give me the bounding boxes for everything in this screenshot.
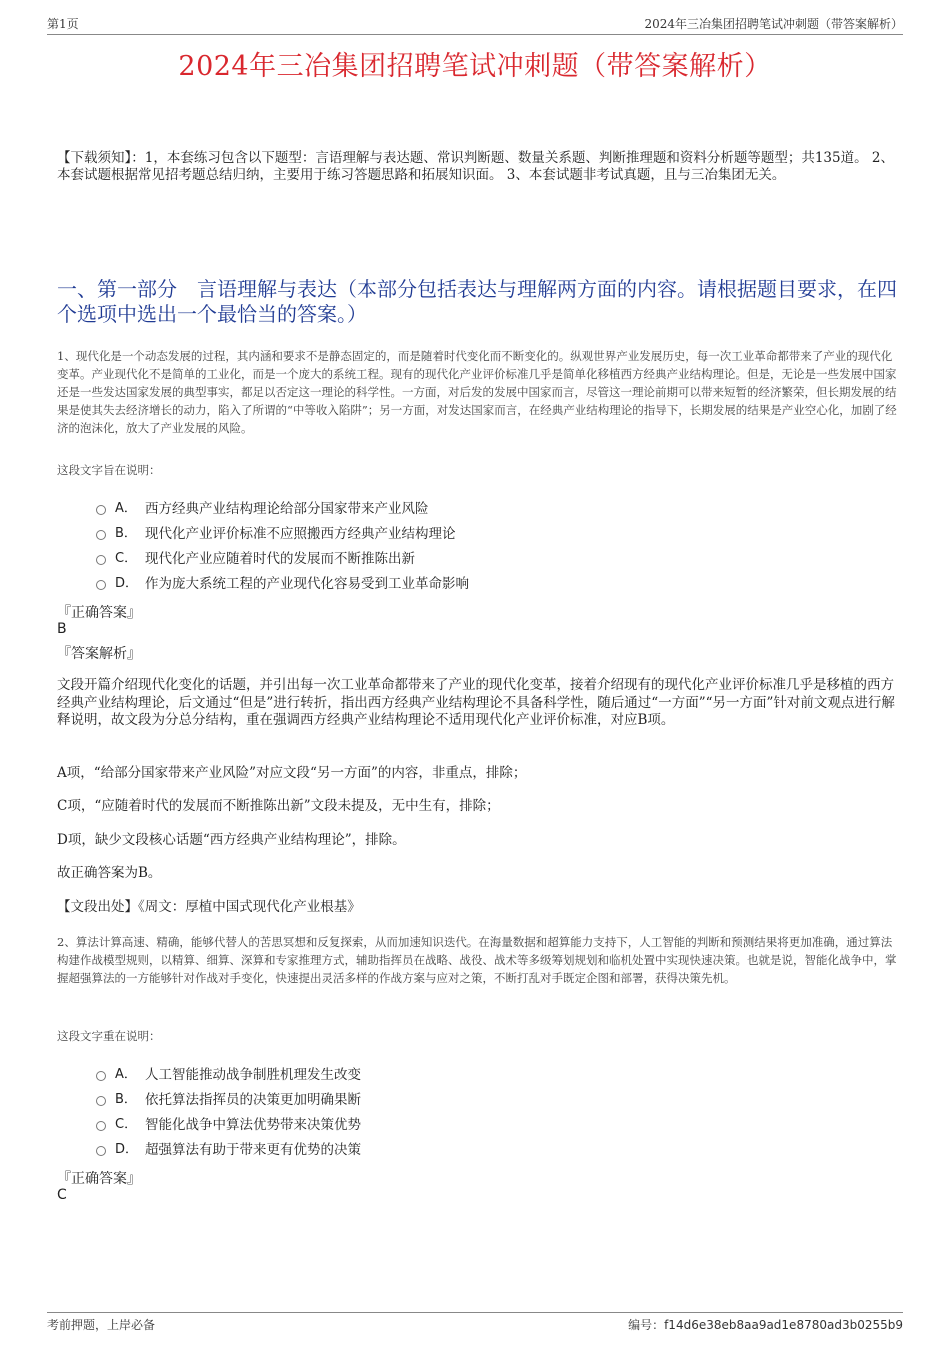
radio-icon[interactable] [96,1071,106,1081]
radio-icon[interactable] [96,530,106,540]
radio-icon[interactable] [96,1096,106,1106]
option-c[interactable]: C． 现代化产业应随着时代的发展而不断推陈出新 [96,544,469,569]
radio-icon[interactable] [96,505,106,515]
analysis-conclusion: 故正确答案为B。 [57,865,162,881]
radio-icon[interactable] [96,1146,106,1156]
header-doc-title: 2024年三冶集团招聘笔试冲刺题（带答案解析） [644,17,903,31]
document-code: 编号：f14d6e38eb8aa9ad1e8780ad3b0255b9 [628,1317,903,1332]
page-number: 第1页 [47,17,79,31]
question-1-prompt: 这段文字旨在说明： [57,463,161,477]
option-d[interactable]: D． 作为庞大系统工程的产业现代化容易受到工业革命影响 [96,569,469,594]
analysis-option-d: D项，缺少文段核心话题“西方经典产业结构理论”，排除。 [57,832,406,848]
analysis-option-a: A项，“给部分国家带来产业风险”对应文段“另一方面”的内容，非重点，排除； [57,765,527,781]
question-2-prompt: 这段文字重在说明： [57,1029,161,1043]
page-footer [47,1312,903,1333]
radio-icon[interactable] [96,555,106,565]
footer-slogan: 考前押题，上岸必备 [47,1317,156,1332]
correct-answer-label: 『正确答案』 [57,605,141,621]
document-title: 2024年三冶集团招聘笔试冲刺题（带答案解析） [178,51,772,82]
analysis-source: 【文段出处】《周文：厚植中国式现代化产业根基》 [57,899,361,915]
option-c[interactable]: C． 智能化战争中算法优势带来决策优势 [96,1110,361,1135]
option-a[interactable]: A． 人工智能推动战争制胜机理发生改变 [96,1060,361,1085]
download-notice: 【下载须知】：1，本套练习包含以下题型：言语理解与表达题、常识判断题、数量关系题、判断推理题和资料分析题等题型；共135道。 2、本套试题根据常见招考题总结归纳，主要用于练习答题思路和拓展知识面。 3、本套试题非考试真题，且与三冶集团无关。 [57,150,894,183]
option-a[interactable]: A． 西方经典产业结构理论给部分国家带来产业风险 [96,494,469,519]
question-1-options [96,494,469,594]
option-b[interactable]: B． 现代化产业评价标准不应照搬西方经典产业结构理论 [96,519,469,544]
option-b[interactable]: B． 依托算法指挥员的决策更加明确果断 [96,1085,361,1110]
question-1-stem: 1、现代化是一个动态发展的过程，其内涵和要求不是静态固定的，而是随着时代变化而不断变化的。纵观世界产业发展历史，每一次工业革命都带来了产业的现代化变革。产业现代化不是简单的工业化，而是一个庞大的系统工程。现有的现代化产业评价标准几乎是简单化移植西方经典产业结构理论。但是，无论是一些发展中国家还是一些发达国家发展的典型事实，都足以否定这一理论的科学性。一方面，对后发的发展中国家而言，尽管这一理论前期可以带来短暂的经济繁荣，但长期发展的结果是使其失去经济增长的动力，陷入了所谓的“中等收入陷阱”；另一方面，对发达国家而言，在经典产业结构理论的指导下，长期发展的结果是产业空心化，加剧了经济的泡沫化，放大了产业发展的风险。 [57,349,897,435]
correct-answer-label: 『正确答案』 [57,1171,141,1187]
question-2-options [96,1060,361,1160]
question-2-stem: 2、算法计算高速、精确，能够代替人的苦思冥想和反复探索，从而加速知识迭代。在海量数据和超算能力支持下，人工智能的判断和预测结果将更加准确，通过算法构建作战模型规则，以精算、细算、深算和专家推理方式，辅助指挥员在战略、战役、战术等多级筹划规划和临机处置中实现快速决策。也就是说，智能化战争中，掌握超强算法的一方能够针对作战对手变化，快速提出灵活多样的作战方案与应对之策，不断打乱对手既定企图和部署，获得决策先机。 [57,935,897,985]
radio-icon[interactable] [96,580,106,590]
analysis-label: 『答案解析』 [57,646,141,662]
correct-answer: B [57,621,67,637]
analysis-option-c: C项，“应随着时代的发展而不断推陈出新”文段未提及，无中生有，排除； [57,798,500,814]
analysis-paragraph: 文段开篇介绍现代化变化的话题，并引出每一次工业革命都带来了产业的现代化变革，接着介绍现有的现代化产业评价标准几乎是移植的西方经典产业结构理论，后文通过“但是”进行转折，指出西方经典产业结构理论不具备科学性，随后通过“一方面”“另一方面”针对前文观点进行解释说明，故文段为分总分结构，重在强调西方经典产业结构理论不适用现代化产业评价标准，对应B项。 [57,677,895,728]
page-header [47,14,903,35]
correct-answer: C [57,1187,67,1203]
option-d[interactable]: D． 超强算法有助于带来更有优势的决策 [96,1135,361,1160]
section-heading: 一、第一部分 言语理解与表达（本部分包括表达与理解两方面的内容。请根据题目要求，在四个选项中选出一个最恰当的答案。） [57,277,897,326]
radio-icon[interactable] [96,1121,106,1131]
